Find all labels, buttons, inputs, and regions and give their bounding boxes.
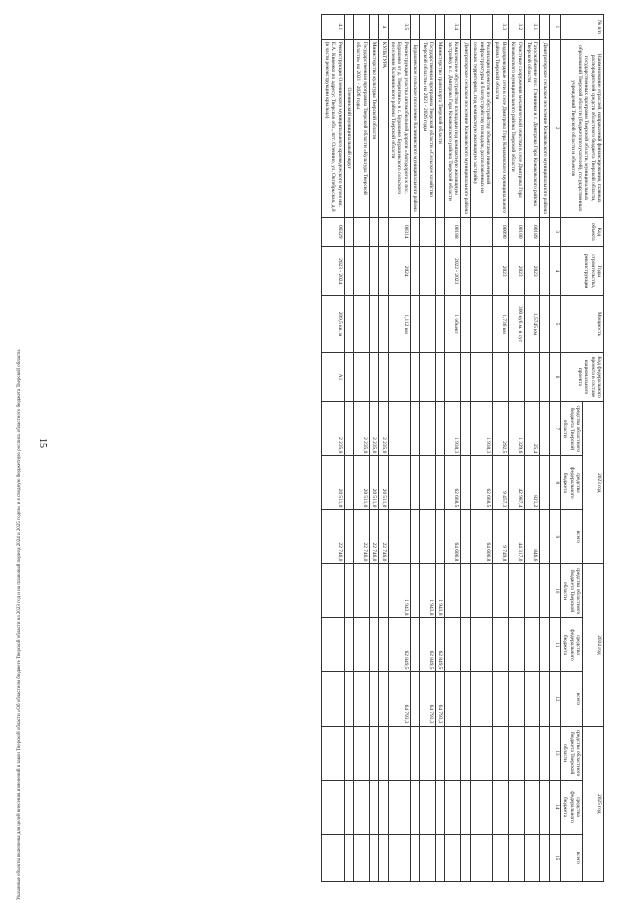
table-cell [344, 246, 353, 296]
cell-code: 00329 [322, 217, 344, 246]
cell-c13 [445, 726, 461, 780]
cell-c14 [445, 780, 461, 834]
cell-capacity: 1,5745 км [524, 296, 540, 352]
table-cell [410, 402, 419, 456]
header-years: Годы строительства, реконструкции [560, 246, 603, 296]
cell-c14 [322, 780, 344, 834]
cell-c8: 20 511,0 [354, 456, 370, 510]
cell-c10 [445, 564, 461, 618]
cell-c13 [492, 726, 508, 780]
header-name: Наименование отраслей, направлений финансирования, главных распорядителей средств областного бюджета Тверской области, государственных программ Тверской области, муниципальных образований Тверской области (бюджетополучателей), государственных учреждений Тверской области и объектов [560, 39, 603, 217]
table-cell [461, 296, 470, 352]
footnote: Указанные объекты включены для целей внесения изменений в закон Тверской области «Об областном бюджете Тверской области на 2023 год и на плановый период 2024 и 2025 годов» и в сводную бюджетную роспись областного бюджета Тверской области. [17, 348, 22, 900]
header-total: всего [560, 510, 582, 564]
cell-c14 [492, 780, 508, 834]
cell-c11 [369, 618, 378, 672]
cell-fedcode [470, 352, 492, 402]
table-cell [344, 726, 353, 780]
cell-num [420, 15, 436, 40]
table-cell [540, 618, 549, 672]
cell-fedcode [508, 352, 524, 402]
cell-years [420, 246, 436, 296]
column-index-cell: 8 [549, 456, 560, 510]
cell-c7: 1 938,3 [470, 402, 492, 456]
cell-c13 [508, 726, 524, 780]
cell-c13 [388, 726, 410, 780]
cell-c14 [379, 780, 388, 834]
cell-c13 [379, 726, 388, 780]
cell-c7: 2 235,0 [369, 402, 378, 456]
table-cell [461, 672, 470, 726]
cell-num: 3.4 [445, 15, 461, 40]
cell-code [369, 217, 378, 246]
table-cell [540, 780, 549, 834]
cell-c10: 1 943,8 [420, 564, 436, 618]
table-cell [410, 618, 419, 672]
table-cell [344, 402, 353, 456]
cell-c9: 64 606,8 [445, 510, 461, 564]
cell-num: 3.2 [508, 15, 524, 40]
cell-c8: 20 511,0 [322, 456, 344, 510]
cell-c12 [470, 672, 492, 726]
group-title: Оленинский муниципальный округ [344, 39, 353, 217]
cell-c15 [436, 834, 445, 881]
table-cell [461, 15, 470, 40]
cell-c14 [436, 780, 445, 834]
cell-code [436, 217, 445, 246]
column-index-cell: 2 [549, 39, 560, 217]
cell-years: 2024 [388, 246, 410, 296]
table-cell [461, 246, 470, 296]
cell-fedcode [436, 352, 445, 402]
cell-c13 [354, 726, 370, 780]
cell-c12 [354, 672, 370, 726]
cell-c15 [354, 834, 370, 881]
table-cell [540, 456, 549, 510]
cell-c13 [369, 726, 378, 780]
table-row [322, 15, 344, 882]
cell-c9: 44 317,0 [508, 510, 524, 564]
cell-c10 [470, 564, 492, 618]
table-cell [540, 402, 549, 456]
cell-code: 00189 [524, 217, 540, 246]
cell-c15 [379, 834, 388, 881]
header-fed: средства федерального бюджета [560, 618, 582, 672]
cell-c10 [354, 564, 370, 618]
cell-num [436, 15, 445, 40]
cell-c12: 64 793,3 [436, 672, 445, 726]
table-row [369, 15, 378, 882]
cell-num [369, 15, 378, 40]
cell-c7: 25,4 [524, 402, 540, 456]
cell-c12: 64 793,3 [388, 672, 410, 726]
cell-c7 [436, 402, 445, 456]
column-index-cell: 11 [549, 618, 560, 672]
table-cell [410, 15, 419, 40]
cell-fedcode [524, 352, 540, 402]
cell-capacity [436, 296, 445, 352]
column-index-cell: 7 [549, 402, 560, 456]
cell-code [354, 217, 370, 246]
table-cell [344, 780, 353, 834]
column-index-cell: 9 [549, 510, 560, 564]
cell-c11 [379, 618, 388, 672]
cell-c9: 9 749,8 [492, 510, 508, 564]
cell-c11: 62 849,5 [388, 618, 410, 672]
table-cell [410, 352, 419, 402]
table-cell [344, 564, 353, 618]
cell-c7: 1 329,6 [508, 402, 524, 456]
cell-code: 00090 [492, 217, 508, 246]
cell-c10: 1 943,8 [388, 564, 410, 618]
header-fed: средства федерального бюджета [560, 456, 582, 510]
table-row [436, 15, 445, 882]
table-cell [461, 352, 470, 402]
cell-c14 [369, 780, 378, 834]
cell-fedcode: А1 [322, 352, 344, 402]
table-cell [461, 510, 470, 564]
table-cell [461, 402, 470, 456]
cell-years [369, 246, 378, 296]
table-cell [344, 217, 353, 246]
table-group-row [540, 15, 549, 882]
cell-c9: 22 746,0 [354, 510, 370, 564]
cell-c14 [470, 780, 492, 834]
cell-c15 [420, 834, 436, 881]
table-cell [540, 296, 549, 352]
cell-c11 [322, 618, 344, 672]
cell-years [436, 246, 445, 296]
cell-years: 2023 [508, 246, 524, 296]
cell-c13 [420, 726, 436, 780]
column-index-cell: 13 [549, 726, 560, 780]
cell-c9: 64 606,8 [470, 510, 492, 564]
cell-num: 3.1 [524, 15, 540, 40]
table-cell [344, 834, 353, 881]
cell-c8: 62 668,5 [470, 456, 492, 510]
table-cell [461, 780, 470, 834]
cell-capacity: 1,736 км [492, 296, 508, 352]
cell-c8 [436, 456, 445, 510]
cell-c8: 20 511,0 [369, 456, 378, 510]
cell-c15 [508, 834, 524, 881]
cell-fedcode [354, 352, 370, 402]
cell-c14 [524, 780, 540, 834]
table-row [508, 15, 524, 882]
table-cell [344, 456, 353, 510]
cell-num: 4.1 [322, 15, 344, 40]
table-cell [344, 618, 353, 672]
budget-table [321, 14, 604, 882]
cell-num [470, 15, 492, 40]
cell-c10 [524, 564, 540, 618]
table-cell [410, 217, 419, 246]
cell-c10 [492, 564, 508, 618]
table-cell [461, 726, 470, 780]
cell-c13 [322, 726, 344, 780]
cell-years: 2022 - 2023 [445, 246, 461, 296]
cell-capacity [354, 296, 370, 352]
cell-c7 [420, 402, 436, 456]
cell-years: 2023 [524, 246, 540, 296]
header-2025: 2025 год [583, 726, 604, 882]
cell-years [379, 246, 388, 296]
cell-capacity: 300 куб.м. в сут [508, 296, 524, 352]
cell-name: Водопроводные сети в селе Дмитрова Гора Конаковского муниципального района Тверской области [492, 39, 508, 217]
page-number: 15 [37, 438, 48, 448]
cell-years [470, 246, 492, 296]
table-cell [540, 352, 549, 402]
cell-c10 [508, 564, 524, 618]
cell-c7: 1 938,3 [445, 402, 461, 456]
header-fedcode: Код федерального проекта в составе национального проекта [560, 352, 603, 402]
table-row [388, 15, 410, 882]
cell-c11 [508, 618, 524, 672]
table-row [379, 15, 388, 882]
cell-c15 [470, 834, 492, 881]
table-cell [410, 672, 419, 726]
cell-code: 00188 [445, 217, 461, 246]
cell-c9: 22 746,0 [369, 510, 378, 564]
cell-fedcode [492, 352, 508, 402]
table-row [420, 15, 436, 882]
table-cell [540, 834, 549, 881]
table-cell [540, 246, 549, 296]
cell-capacity [369, 296, 378, 352]
cell-c14 [388, 780, 410, 834]
cell-c10: 1 943,8 [436, 564, 445, 618]
cell-c13 [436, 726, 445, 780]
cell-code: 00314 [388, 217, 410, 246]
table-cell [540, 726, 549, 780]
table-row [445, 15, 461, 882]
cell-capacity [470, 296, 492, 352]
cell-c7: 292,5 [492, 402, 508, 456]
header-capacity: Мощность [560, 296, 603, 352]
cell-name: Министерство культуры Тверской области [369, 39, 378, 217]
table-cell [410, 296, 419, 352]
cell-c13 [470, 726, 492, 780]
cell-c12 [524, 672, 540, 726]
table-cell [540, 217, 549, 246]
cell-c11: 62 849,5 [420, 618, 436, 672]
header-obl: средства областного бюджета Тверской области [560, 402, 582, 456]
cell-c14 [354, 780, 370, 834]
cell-c7 [388, 402, 410, 456]
cell-num: 3.5 [388, 15, 410, 40]
table-cell [540, 510, 549, 564]
table-cell [410, 564, 419, 618]
table-cell [540, 564, 549, 618]
column-index-row [549, 15, 560, 882]
cell-c11 [354, 618, 370, 672]
table-cell [410, 246, 419, 296]
header-obl: средства областного бюджета Тверской области [560, 726, 582, 780]
cell-c8: 42 987,4 [508, 456, 524, 510]
cell-code [379, 217, 388, 246]
cell-c13 [524, 726, 540, 780]
cell-c10 [379, 564, 388, 618]
cell-c9 [388, 510, 410, 564]
cell-name: Очистные сооружения механической очистки в селе Дмитрова Гора Конаковского муниципального района Тверской области [508, 39, 524, 217]
cell-c8: 821,2 [524, 456, 540, 510]
cell-fedcode [420, 352, 436, 402]
table-body [322, 15, 549, 882]
cell-c8: 9 457,3 [492, 456, 508, 510]
cell-c9 [420, 510, 436, 564]
header-code: Код объекта [560, 217, 603, 246]
cell-fedcode [388, 352, 410, 402]
cell-c10 [322, 564, 344, 618]
cell-c8 [388, 456, 410, 510]
cell-name: Реконструкция участка автомобильной дороги «Автодорога к пос. Бурашево от д. Тверитино» в с. Бурашево Бурашевского сельского поселения Калининского района Тверской области [388, 39, 410, 217]
table-cell [461, 834, 470, 881]
cell-c9: 846,6 [524, 510, 540, 564]
cell-capacity [420, 296, 436, 352]
column-index-cell: 3 [549, 217, 560, 246]
cell-c15 [445, 834, 461, 881]
cell-c14 [508, 780, 524, 834]
column-index-cell: 6 [549, 352, 560, 402]
cell-num: 4 [379, 15, 388, 40]
table-cell [410, 726, 419, 780]
header-2024: 2024 год [583, 564, 604, 726]
group-title: Дмитрогорское сельское поселение Конаковского муниципального района [461, 39, 470, 217]
cell-c12: 64 793,3 [420, 672, 436, 726]
cell-fedcode [379, 352, 388, 402]
cell-c11 [470, 618, 492, 672]
column-index-cell: 10 [549, 564, 560, 618]
table-cell [461, 564, 470, 618]
header-fed: средства федерального бюджета [560, 780, 582, 834]
table-cell [344, 15, 353, 40]
cell-c11 [524, 618, 540, 672]
group-title: Бурашевское сельское поселение Калининского муниципального района [410, 39, 419, 217]
cell-years [354, 246, 370, 296]
column-index-cell: 1 [549, 15, 560, 40]
cell-c15 [388, 834, 410, 881]
cell-c7: 2 235,0 [354, 402, 370, 456]
cell-num: 3.3 [492, 15, 508, 40]
cell-name: Реконструкция Оленинского муниципального краеведческого музея им. Е.А. Кивенко по адресу: Тверская обл., пгт. Оленино, ул. Октябрьская, д.8 (в части реконструкции крыльца) [322, 39, 344, 217]
table-cell [410, 456, 419, 510]
cell-c9 [436, 510, 445, 564]
table-row [492, 15, 508, 882]
cell-c12 [508, 672, 524, 726]
cell-capacity: 1 объект [445, 296, 461, 352]
table-group-row [410, 15, 419, 882]
header-num: № п/п [560, 15, 603, 40]
table-cell [410, 780, 419, 834]
cell-fedcode [445, 352, 461, 402]
cell-c8 [420, 456, 436, 510]
table-row [470, 15, 492, 882]
cell-c12 [369, 672, 378, 726]
cell-name: Государственная программа Тверской области «Культура Тверской области» на 2021 - 2026 годы [354, 39, 370, 217]
cell-fedcode [369, 352, 378, 402]
cell-c10 [369, 564, 378, 618]
header-total: всего [560, 834, 582, 881]
cell-c7: 2 235,0 [322, 402, 344, 456]
cell-c11: 62 849,5 [436, 618, 445, 672]
cell-c9: 22 746,0 [322, 510, 344, 564]
cell-c11 [445, 618, 461, 672]
column-index-cell: 5 [549, 296, 560, 352]
cell-years: 2023 [492, 246, 508, 296]
cell-code [420, 217, 436, 246]
table-cell [540, 15, 549, 40]
cell-name: Министерство транспорта Тверской области [436, 39, 445, 217]
table-group-row [461, 15, 470, 882]
cell-c12 [492, 672, 508, 726]
cell-code [470, 217, 492, 246]
cell-c12 [445, 672, 461, 726]
header-obl: средства областного бюджета Тверской области [560, 564, 582, 618]
table-cell [344, 296, 353, 352]
cell-name: Государственная программа Тверской области «Сельское хозяйство Тверской области» на 2021 - 2026 годы [420, 39, 436, 217]
header-total: всего [560, 672, 582, 726]
cell-years: 2023 - 2024 [322, 246, 344, 296]
column-index-cell: 4 [549, 246, 560, 296]
group-title: Дмитрогорское сельское поселение Конаковского муниципального района [540, 39, 549, 217]
cell-c8: 62 668,5 [445, 456, 461, 510]
cell-code: 00180 [508, 217, 524, 246]
cell-c8: 20 511,0 [379, 456, 388, 510]
table-group-row [344, 15, 353, 882]
cell-name: Реализация проектов по обустройству объектами инженерной инфраструктуры и благоустройству площадок, расположенных на сельских территориях, под компактную жилищную застройку [470, 39, 492, 217]
table-cell [410, 510, 419, 564]
table-row [524, 15, 540, 882]
cell-c12 [322, 672, 344, 726]
cell-c15 [492, 834, 508, 881]
table-cell [461, 217, 470, 246]
table-cell [344, 672, 353, 726]
table-cell [344, 352, 353, 402]
table-cell [344, 510, 353, 564]
table-cell [461, 618, 470, 672]
table-cell [410, 834, 419, 881]
table-cell [461, 456, 470, 510]
budget-table-sheet [94, 14, 604, 882]
cell-c15 [524, 834, 540, 881]
cell-c15 [369, 834, 378, 881]
cell-capacity: 209,5 кв. м [322, 296, 344, 352]
header-2023: 2023 год [583, 402, 604, 564]
cell-c14 [420, 780, 436, 834]
cell-c11 [492, 618, 508, 672]
cell-c12 [379, 672, 388, 726]
cell-name: КУЛЬТУРА [379, 39, 388, 217]
table-cell [540, 672, 549, 726]
cell-capacity: 1,112 км [388, 296, 410, 352]
cell-c15 [322, 834, 344, 881]
cell-num [354, 15, 370, 40]
cell-name: Комплексное обустройство площадки под компактную жилищную застройку в с. Дмитрова Гора Конаковского района Тверской области [445, 39, 461, 217]
cell-capacity [379, 296, 388, 352]
cell-c9: 22 746,0 [379, 510, 388, 564]
table-row [354, 15, 370, 882]
cell-c7: 2 235,0 [379, 402, 388, 456]
cell-name: Газоснабжение пос. Глинники и с. Дмитрова Гора Конаковского района Тверской области [524, 39, 540, 217]
column-index-cell: 15 [549, 834, 560, 881]
column-index-cell: 14 [549, 780, 560, 834]
column-index-cell: 12 [549, 672, 560, 726]
